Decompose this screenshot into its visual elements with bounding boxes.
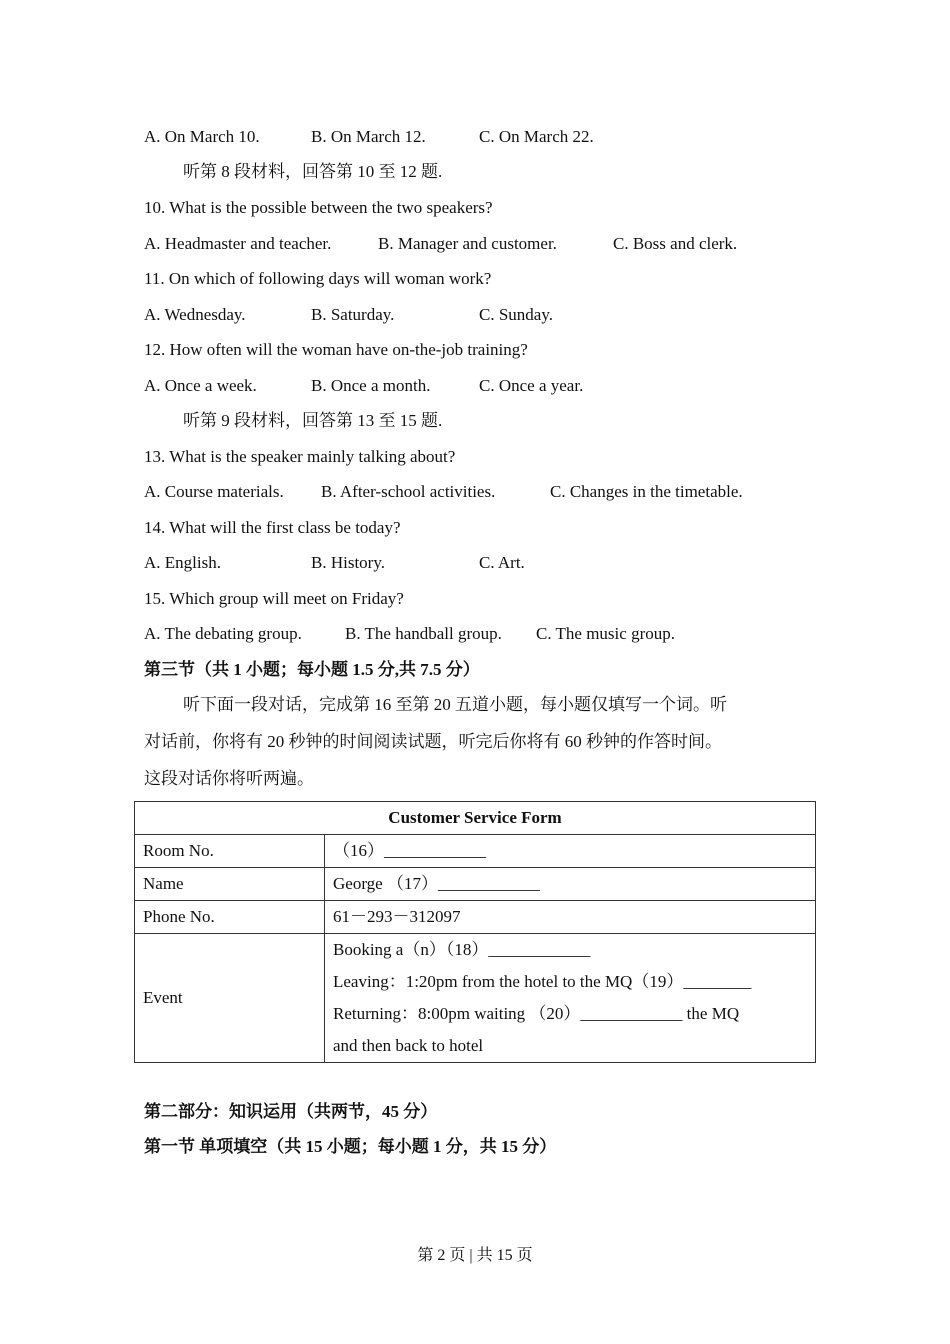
q10-option-a: A. Headmaster and teacher. xyxy=(144,234,332,253)
q12-option-c: C. Once a year. xyxy=(479,376,584,395)
question-14: 14. What will the first class be today? xyxy=(144,518,401,537)
form-label-event: Event xyxy=(135,934,325,1063)
section-3-instruction-line-3: 这段对话你将听两遍。 xyxy=(144,769,314,788)
question-10: 10. What is the possible between the two speakers? xyxy=(144,198,493,217)
form-label-phone: Phone No. xyxy=(135,901,325,934)
section-3-instruction-line-2: 对话前，你将有 20 秒钟的时间阅读试题，听完后你将有 60 秒钟的作答时间。 xyxy=(144,732,722,751)
question-11: 11. On which of following days will woman work? xyxy=(144,269,492,288)
form-header-row xyxy=(135,802,816,835)
q15-option-b: B. The handball group. xyxy=(345,624,502,643)
q11-option-c: C. Sunday. xyxy=(479,305,553,324)
question-12: 12. How often will the woman have on-the-job training? xyxy=(144,340,528,359)
q13-option-c: C. Changes in the timetable. xyxy=(550,482,743,501)
q12-option-b: B. Once a month. xyxy=(311,376,431,395)
form-row-name xyxy=(135,868,816,901)
part-2-section-1-title: 第一节 单项填空（共 15 小题；每小题 1 分，共 15 分） xyxy=(144,1137,557,1156)
q10-option-c: C. Boss and clerk. xyxy=(613,234,738,253)
form-row-room xyxy=(135,835,816,868)
section-3-title: 第三节（共 1 小题；每小题 1.5 分,共 7.5 分） xyxy=(144,660,480,679)
q9-option-a: A. On March 10. xyxy=(144,127,260,146)
q13-option-a: A. Course materials. xyxy=(144,482,284,501)
q14-option-b: B. History. xyxy=(311,553,385,572)
q11-option-b: B. Saturday. xyxy=(311,305,395,324)
form-value-name: George （17）____________ xyxy=(325,868,816,901)
q9-option-c: C. On March 22. xyxy=(479,127,594,146)
event-line-booking: Booking a（n）（18）____________ xyxy=(333,940,591,959)
form-title: Customer Service Form xyxy=(135,802,816,835)
question-13: 13. What is the speaker mainly talking about? xyxy=(144,447,456,466)
q13-option-b: B. After-school activities. xyxy=(321,482,496,501)
question-15: 15. Which group will meet on Friday? xyxy=(144,589,404,608)
q15-option-a: A. The debating group. xyxy=(144,624,302,643)
q12-option-a: A. Once a week. xyxy=(144,376,257,395)
q9-option-b: B. On March 12. xyxy=(311,127,426,146)
form-label-room: Room No. xyxy=(135,835,325,868)
form-value-room: （16）____________ xyxy=(325,835,816,868)
customer-service-form xyxy=(134,801,816,1063)
section-3-instruction-line-1: 听下面一段对话，完成第 16 至第 20 五道小题，每小题仅填写一个词。听 xyxy=(183,695,727,714)
q14-option-a: A. English. xyxy=(144,553,221,572)
form-row-event xyxy=(135,934,816,1063)
form-label-name: Name xyxy=(135,868,325,901)
event-line-back: and then back to hotel xyxy=(333,1036,484,1055)
event-line-leaving: Leaving：1:20pm from the hotel to the MQ（19）________ xyxy=(333,972,752,991)
q11-option-a: A. Wednesday. xyxy=(144,305,246,324)
part-2-title: 第二部分：知识运用（共两节，45 分） xyxy=(144,1102,438,1121)
q15-option-c: C. The music group. xyxy=(536,624,675,643)
form-value-phone: 61－293－312097 xyxy=(325,901,816,934)
q14-option-c: C. Art. xyxy=(479,553,525,572)
form-row-phone xyxy=(135,901,816,934)
instruction-section-8: 听第 8 段材料，回答第 10 至 12 题. xyxy=(183,162,443,181)
event-line-returning: Returning：8:00pm waiting （20）____________ the MQ xyxy=(333,1004,740,1023)
q10-option-b: B. Manager and customer. xyxy=(378,234,557,253)
instruction-section-9: 听第 9 段材料，回答第 13 至 15 题. xyxy=(183,411,443,430)
page-footer: 第 2 页 | 共 15 页 xyxy=(417,1247,533,1264)
form-value-event xyxy=(325,934,816,1063)
